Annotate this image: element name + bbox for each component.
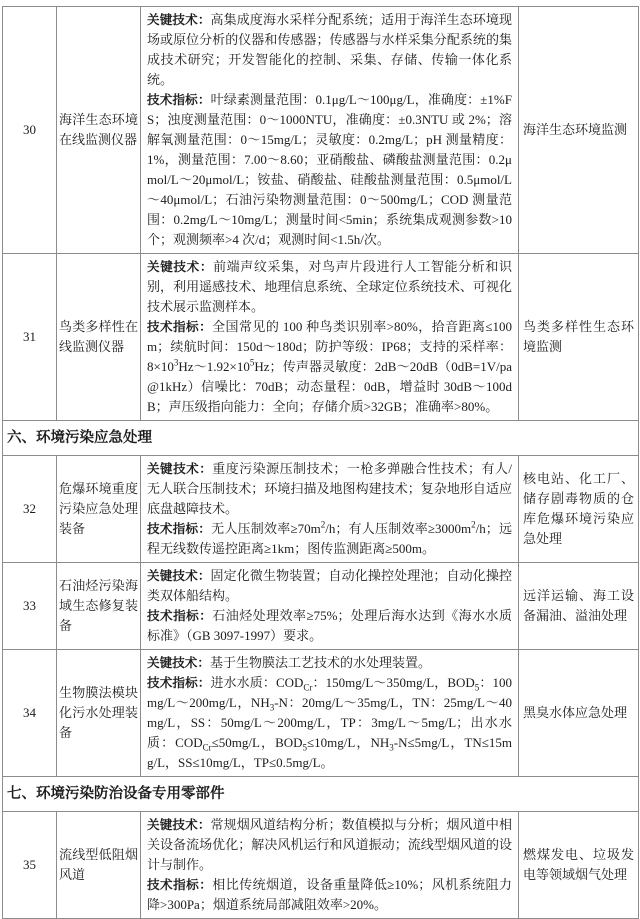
name-cell: 流线型低阻烟风道 [57,812,141,919]
key-tech-paragraph: 关键技术：常规烟风道结构分析；数值模拟与分析；烟风道中相关设备流场优化；解决风机运行和风道振动；流线型烟风道的设计与制作。 [147,817,512,872]
key-tech-paragraph: 关键技术：高集成度海水采样分配系统；适用于海洋生态环境现场或原位分析的仪器和传感器；传感器与水样采集分配系统的集成技术研究；开发智能化的控制、采集、存储、传输一体化系统。 [147,12,512,87]
serial-cell: 30 [3,7,57,254]
tech-spec-paragraph: 技术指标：相比传统烟道，设备重量降低≥10%；风机系统阻力降>300Pa；烟道系统局部减阻效率>20%。 [147,877,513,912]
key-tech-paragraph: 关键技术：固定化微生物装置；自动化操控处理池；自动化操控类双体船结构。 [147,568,512,603]
application-cell: 鸟类多样性生态环境监测 [519,254,639,421]
application-cell: 远洋运输、海工设备漏油、溢油处理 [519,563,639,650]
serial-cell: 32 [3,456,57,563]
name-cell: 海洋生态环境在线监测仪器 [57,7,141,254]
table-row-33 [3,563,639,650]
application-cell: 海洋生态环境监测 [519,7,639,254]
tech-spec-paragraph: 技术指标：全国常见的 100 种鸟类识别率>80%，拾音距离≤100m；续航时间：150d～180d；防护等级：IP68；支持的采样率：$8\times 10^3Hz\sim 1.92\times 10^5Hz$；传声器灵敏度：2dB～20dB（0dB=1V/pa@1kHz）信噪比：70dB；动态量程：0dB，增益时 30dB～100dB；声压级指向能力：全向；存储介质>32GB；准确率>80%。 [147,319,513,414]
section-header: 七、环境污染防治设备专用零部件 [3,777,639,812]
tech-cell [141,563,519,650]
tech-cell [141,7,519,254]
serial-cell: 35 [3,812,57,919]
section-header: 六、环境污染应急处理 [3,421,639,456]
table-row-30 [3,7,639,254]
table-row-32 [3,456,639,563]
key-tech-paragraph: 关键技术：基于生物膜法工艺技术的水处理装置。 [147,655,431,670]
name-cell: 石油烃污染海域生态修复装备 [57,563,141,650]
application-cell: 核电站、化工厂、储存剧毒物质的仓库危爆环境污染应急处理 [519,456,639,563]
name-cell: 生物膜法模块化污水处理装备 [57,650,141,777]
tech-spec-paragraph: 技术指标：叶绿素测量范围：0.1μg/L～100μg/L，准确度：±1%FS；浊度测量范围：0～1000NTU，准确度：±0.3NTU 或 2%；溶解氧测量范围：0～15mg/L；灵敏度：0.2mg/L；pH 测量精度：1%，测量范围：7.00～8.60；亚硝酸盐、磷酸盐测量范围：0.2μmol/L～20μmol/L；铵盐、硝酸盐、硅酸盐测量范围：0.5μmol/L～40μmol/L；石油污染物测量范围：0～500mg/L；COD 测量范围：0.2mg/L～10mg/L；测量时间<5min；系统集成观测参数>10 个；观测频率>4 次/d；观测时间<1.5h/次。 [147,92,512,247]
table-row-35 [3,812,639,919]
tech-cell [141,812,519,919]
tech-cell [141,254,519,421]
equipment-catalog-table [2,6,639,919]
key-tech-paragraph: 关键技术：重度污染源压制技术；一枪多弹融合性技术；有人/无人联合压制技术；环境扫描及地图构建技术；复杂地形自适应底盘越障技术。 [147,461,513,516]
section-row-7 [3,777,639,812]
table-row-31 [3,254,639,421]
application-cell: 黑臭水体应急处理 [519,650,639,777]
application-cell: 燃煤发电、垃圾发电等领域烟气处理 [519,812,639,919]
tech-cell [141,456,519,563]
section-row-6 [3,421,639,456]
serial-cell: 34 [3,650,57,777]
tech-cell [141,650,519,777]
serial-cell: 31 [3,254,57,421]
name-cell: 危爆环境重度污染应急处理装备 [57,456,141,563]
tech-spec-paragraph: 技术指标：石油烃处理效率≥75%；处理后海水达到《海水水质标准》（GB 3097-1997）要求。 [147,608,513,643]
tech-spec-paragraph: 技术指标：无人压制效率$\ge 70m^2/h$；有人压制效率$\ge 3000m^2/h$；远程无线数传遥控距离≥1km；图传监测距离≥500m。 [147,519,513,556]
name-cell: 鸟类多样性在线监测仪器 [57,254,141,421]
table-row-34 [3,650,639,777]
tech-spec-paragraph: 技术指标：进水水质：$COD_{Cr}$：150mg/L～350mg/L，$BOD_5$：100mg/L～200mg/L，$NH_3-N$：20mg/L～35mg/L，TN：25mg/L～40mg/L，SS：50mg/L～200mg/L，TP：3mg/L～5mg/L；出水水质：$COD_{Cr}\le 50mg/L$，$BOD_5\le 10mg/L$，$NH_3-N\le 5mg/L$，TN≤15mg/L，SS≤10mg/L，TP≤0.5mg/L。 [147,675,513,770]
serial-cell: 33 [3,563,57,650]
key-tech-paragraph: 关键技术：前端声纹采集，对鸟声片段进行人工智能分析和识别，利用遥感技术、地理信息系统、全球定位系统技术、可视化技术展示监测样本。 [147,259,512,314]
